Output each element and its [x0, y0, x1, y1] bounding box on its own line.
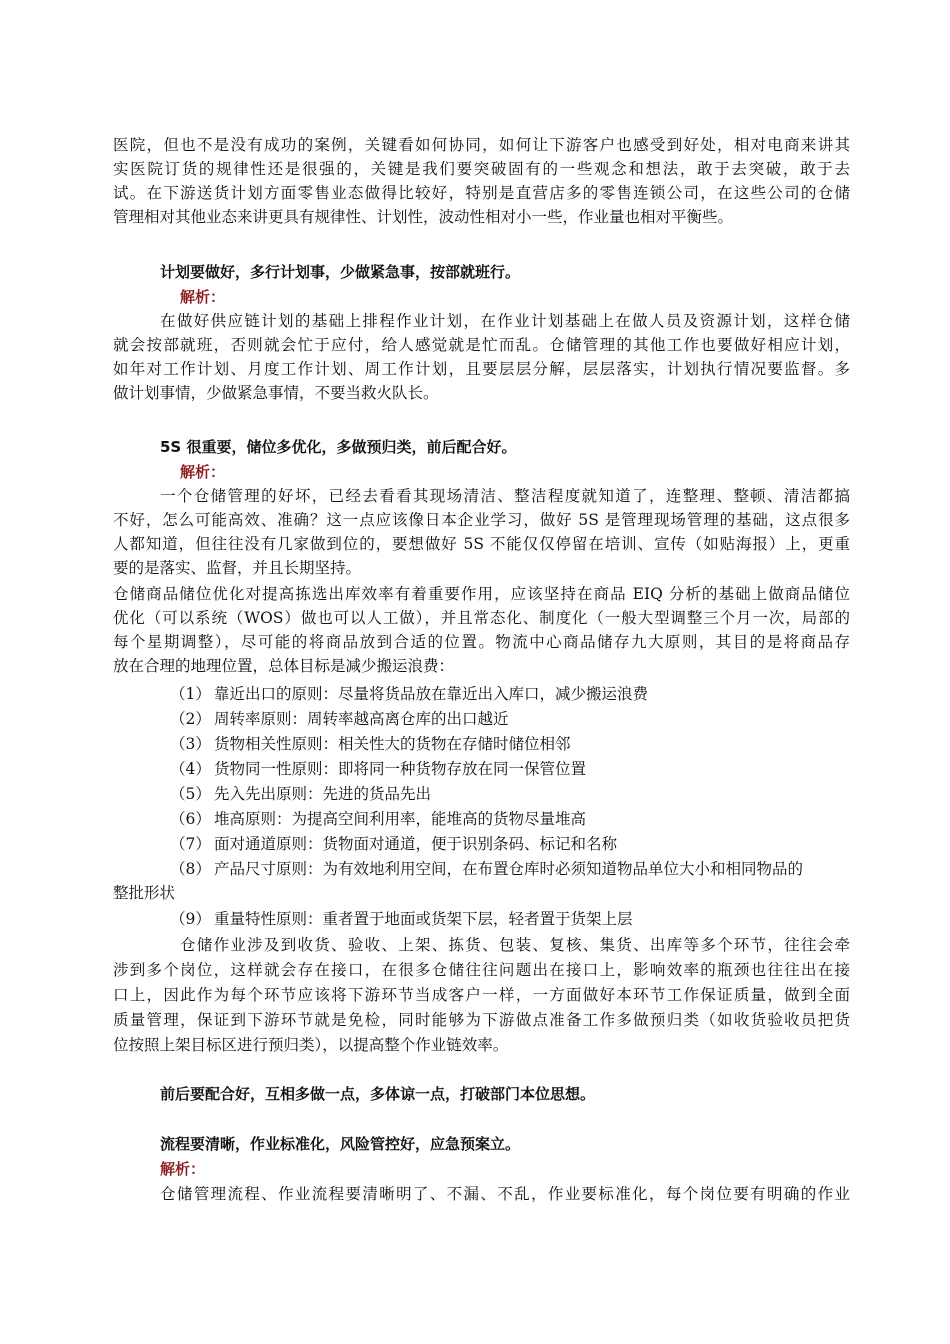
section4-label: 解析： — [160, 1160, 206, 1178]
intro-line: 实医院订货的规律性还是很强的，关键是我们要突破固有的一些观念和想法，敢于去突破，敢于去 — [113, 160, 850, 178]
section4-heading: 流程要清晰，作业标准化，风险管控好，应急预案立。 — [160, 1135, 521, 1153]
section2-line: 放在合理的地理位置，总体目标是减少搬运浪费： — [113, 657, 455, 675]
section2-line: 每个星期调整），尽可能的将商品放到合适的位置。物流中心商品储存九大原则，其目的是将商品存 — [113, 633, 850, 651]
intro-line: 试。在下游送货计划方面零售业态做得比较好，特别是直营店多的零售连锁公司，在这些公司的仓储 — [113, 184, 850, 202]
section2-closing-line: 质量管理，保证到下游环节就是免检，同时能够为下游做点准备工作多做预归类（如收货验收员把货 — [113, 1011, 850, 1029]
intro-line: 医院，但也不是没有成功的案例，关键看如何协同，如何让下游客户也感受到好处，相对电商来讲其 — [113, 136, 850, 154]
section1-line: 就会按部就班，否则就会忙于应付，给人感觉就是忙而乱。仓储管理的其他工作也要做好相应计划， — [113, 336, 850, 354]
section2-line: 要的是落实、监督，并且长期坚持。 — [113, 559, 362, 577]
principle-item: （1） 靠近出口的原则：尽量将货品放在靠近出入库口，减少搬运浪费 — [170, 685, 649, 703]
section3-heading: 前后要配合好，互相多做一点，多体谅一点，打破部门本位思想。 — [160, 1085, 596, 1103]
section1-line: 在做好供应链计划的基础上排程作业计划，在作业计划基础上在做人员及资源计划，这样仓储 — [160, 312, 850, 330]
principle-item: （6） 堆高原则：为提高空间利用率，能堆高的货物尽量堆高 — [170, 810, 587, 828]
section2-line: 优化（可以系统（WOS）做也可以人工做），并且常态化、制度化（一般大型调整三个月一次，局部的 — [113, 609, 850, 627]
section2-line: 人都知道，但往往没有几家做到位的，要想做好 5S 不能仅仅停留在培训、宣传（如贴海报）上，更重 — [113, 535, 850, 553]
section2-closing-line: 位按照上架目标区进行预归类），以提高整个作业链效率。 — [113, 1036, 509, 1054]
section2-closing-line: 口上，因此作为每个环节应该将下游环节当成客户一样，一方面做好本环节工作保证质量，做到全面 — [113, 986, 850, 1004]
section2-line: 一个仓储管理的好坏，已经去看看其现场清洁、整洁程度就知道了，连整理、整顿、清洁都搞 — [160, 487, 850, 505]
principle-item: （2） 周转率原则：周转率越高离仓库的出口越近 — [170, 710, 509, 728]
section2-closing-line: 涉到多个岗位，这样就会存在接口，在很多仓储往往问题出在接口上，影响效率的瓶颈也往往出在接 — [113, 961, 850, 979]
section1-line: 做计划事情，少做紧急事情，不要当救火队长。 — [113, 384, 439, 402]
section2-closing-line: 仓储作业涉及到收货、验收、上架、拣货、包装、复核、集货、出库等多个环节，往往会牵 — [180, 936, 850, 954]
principle-item: （8） 产品尺寸原则：为有效地利用空间，在布置仓库时必须知道物品单位大小和相同物品的 — [170, 860, 804, 878]
principle-item: （3） 货物相关性原则：相关性大的货物在存储时储位相邻 — [170, 735, 571, 753]
section1-line: 如年对工作计划、月度工作计划、周工作计划，且要层层分解，层层落实，计划执行情况要监督。多 — [113, 360, 850, 378]
principle-item: （7） 面对通道原则：货物面对通道，便于识别条码、标记和名称 — [170, 835, 618, 853]
principle-item: （5） 先入先出原则：先进的货品先出 — [170, 785, 432, 803]
section2-label: 解析： — [180, 463, 226, 481]
principle-continuation: 整批形状 — [113, 884, 176, 902]
principle-item: （9） 重量特性原则：重者置于地面或货架下层，轻者置于货架上层 — [170, 910, 633, 928]
intro-line: 管理相对其他业态来讲更具有规律性、计划性，波动性相对小一些，作业量也相对平衡些。 — [113, 208, 734, 226]
section2-line: 仓储商品储位优化对提高拣选出库效率有着重要作用，应该坚持在商品 EIQ 分析的基础上做商品储位 — [113, 585, 850, 603]
section4-line: 仓储管理流程、作业流程要清晰明了、不漏、不乱，作业要标准化，每个岗位要有明确的作业 — [160, 1185, 850, 1203]
section2-heading: 5S 很重要，储位多优化，多做预归类，前后配合好。 — [160, 438, 517, 456]
section2-line: 不好，怎么可能高效、准确？这一点应该像日本企业学习，做好 5S 是管理现场管理的基础，这点很多 — [113, 511, 850, 529]
principle-item: （4） 货物同一性原则：即将同一种货物存放在同一保管位置 — [170, 760, 587, 778]
section1-heading: 计划要做好，多行计划事，少做紧急事，按部就班行。 — [160, 263, 521, 281]
section1-label: 解析： — [180, 288, 226, 306]
